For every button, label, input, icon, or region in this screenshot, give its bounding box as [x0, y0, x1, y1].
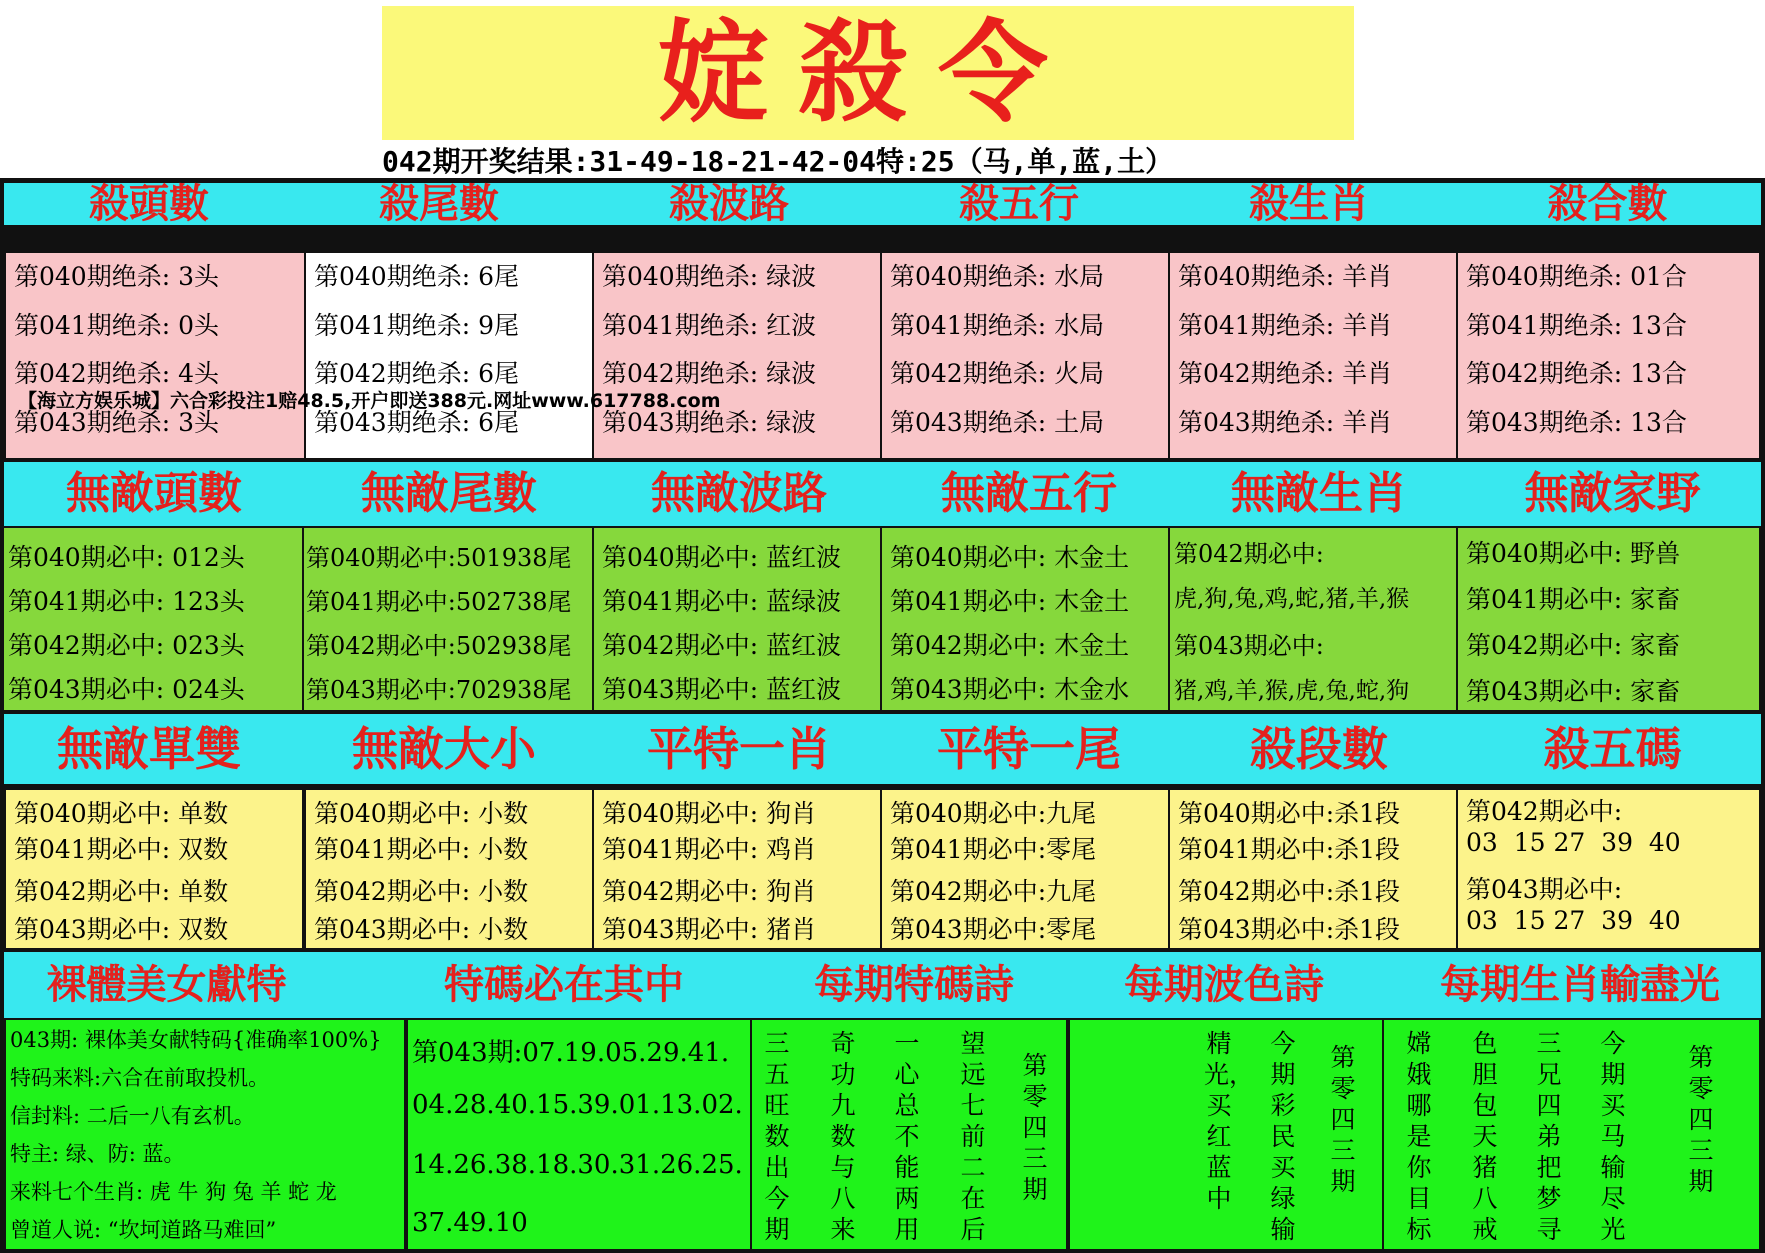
header-kill-segment: 殺段數	[1250, 722, 1388, 776]
title-banner	[382, 6, 1354, 140]
cell-wave-poem	[1070, 1020, 1382, 1249]
cell-line: 第043期必中:702938尾	[306, 676, 572, 704]
cell-line: 03 15 27 39 40	[1466, 828, 1681, 857]
cell-line: 第043期必中: 024头	[8, 675, 245, 704]
cell-line: 第040期绝杀: 水局	[890, 262, 1105, 291]
cell-line: 第041期绝杀: 9尾	[314, 311, 519, 340]
cell-line: 第040期必中: 小数	[314, 799, 529, 828]
cell-special-numbers	[408, 1020, 750, 1249]
header-kill-sum: 殺合數	[1547, 181, 1668, 227]
cell-line: 第043期绝杀: 土局	[890, 408, 1105, 437]
cell-line: 第043期必中: 蓝红波	[602, 675, 842, 704]
cell-line: 第041期必中: 鸡肖	[602, 835, 817, 864]
header-odd-even: 無敵單雙	[57, 722, 241, 776]
number-line: 14.26.38.18.30.31.26.25.	[412, 1150, 743, 1180]
banner-title: 婝殺令	[658, 8, 1078, 137]
cell-line: 第042期绝杀: 6尾	[314, 359, 519, 388]
cell-kill-five	[1458, 790, 1759, 948]
cell-line: 第041期必中:零尾	[890, 835, 1097, 864]
cell-kill-tail	[306, 253, 592, 458]
header-kill-wave: 殺波路	[669, 181, 789, 227]
header-sure-head: 無敵頭數	[66, 468, 242, 519]
header-wave-poem: 每期波色詩	[1124, 962, 1324, 1008]
cell-odd-even	[6, 790, 302, 948]
header-kill-zodiac: 殺生肖	[1249, 181, 1369, 227]
cell-line: 第040期绝杀: 6尾	[314, 262, 519, 291]
header-sure-wave: 無敵波路	[651, 468, 827, 519]
cell-line: 第042期必中:	[1174, 540, 1324, 568]
cell-line: 第040期绝杀: 3头	[14, 262, 219, 291]
header-special-in: 特碼必在其中	[444, 962, 684, 1008]
cell-sure-domestic	[1458, 528, 1759, 710]
cell-line: 第041期必中: 木金土	[890, 587, 1130, 616]
cell-line: 第040期必中:九尾	[890, 799, 1097, 828]
header-special-poem: 每期特碼詩	[814, 962, 1014, 1008]
cell-line: 第042期绝杀: 4头	[14, 359, 219, 388]
cell-line: 03 15 27 39 40	[1466, 906, 1681, 935]
row3-header	[4, 714, 1761, 784]
cell-line: 第041期绝杀: 0头	[14, 311, 219, 340]
cell-kill-segment	[1170, 790, 1456, 948]
cell-kill-zodiac	[1170, 253, 1456, 458]
beauty-line: 信封料: 二后一八有玄机。	[10, 1104, 255, 1128]
beauty-line: 043期: 裸体美女献特码{准确率100%}	[10, 1028, 382, 1052]
cell-sure-tail	[304, 528, 592, 710]
cell-line: 第041期必中:杀1段	[1178, 835, 1401, 864]
poem-column: 精光，买红蓝中	[1204, 1029, 1255, 1213]
cell-line: 第042期必中: 023头	[8, 631, 245, 660]
cell-special-poem	[752, 1020, 1066, 1249]
cell-beauty	[6, 1020, 404, 1249]
cell-line: 第043期必中: 双数	[14, 915, 229, 944]
cell-line: 第040期绝杀: 绿波	[602, 262, 817, 291]
cell-line: 第040期绝杀: 01合	[1466, 262, 1687, 291]
cell-kill-head	[6, 253, 304, 458]
cell-line: 第042期绝杀: 火局	[890, 359, 1105, 388]
cell-sure-element	[882, 528, 1168, 710]
beauty-line: 来料七个生肖: 虎 牛 狗 兔 羊 蛇 龙	[10, 1180, 337, 1204]
cell-zodiac-poem	[1384, 1020, 1759, 1249]
header-kill-tail: 殺尾數	[379, 181, 499, 227]
cell-line: 第043期绝杀: 13合	[1466, 408, 1687, 437]
cell-kill-wave	[594, 253, 880, 458]
cell-line: 第040期必中: 012头	[8, 543, 245, 572]
cell-line: 第043期绝杀: 6尾	[314, 408, 519, 437]
cell-line: 第043期必中: 小数	[314, 915, 529, 944]
row4-header	[4, 952, 1761, 1018]
cell-kill-sum	[1458, 253, 1759, 458]
cell-line: 第043期绝杀: 绿波	[602, 408, 817, 437]
header-kill-element: 殺五行	[959, 181, 1079, 227]
cell-line: 第041期绝杀: 红波	[602, 311, 817, 340]
beauty-line: 曾道人说: “坎坷道路马难回”	[10, 1218, 277, 1242]
cell-line: 第041期绝杀: 羊肖	[1178, 311, 1393, 340]
cell-line: 第042期必中:九尾	[890, 877, 1097, 906]
poem-column: 今期彩民买绿输	[1270, 1029, 1296, 1244]
cell-big-small	[306, 790, 592, 948]
header-sure-element: 無敵五行	[941, 468, 1117, 519]
header-kill-five: 殺五碼	[1543, 722, 1682, 776]
cell-line: 第042期绝杀: 羊肖	[1178, 359, 1393, 388]
cell-line: 第043期绝杀: 羊肖	[1178, 408, 1393, 437]
cell-line: 第040期必中: 蓝红波	[602, 543, 842, 572]
cell-line: 第040期绝杀: 羊肖	[1178, 262, 1393, 291]
poem-column: 第零四三期	[1022, 1051, 1048, 1204]
cell-line: 第041期必中: 家畜	[1466, 585, 1681, 614]
cell-line: 第043期必中: 家畜	[1466, 677, 1681, 706]
cell-sure-zodiac	[1170, 528, 1456, 710]
header-kill-head: 殺頭數	[89, 181, 209, 227]
number-line: 37.49.10	[412, 1208, 528, 1238]
cell-kill-element	[882, 253, 1168, 458]
cell-line: 第040期必中: 野兽	[1466, 539, 1681, 568]
draw-result: 042期开奖结果:31-49-18-21-42-04特:25（马,单,蓝,土）	[382, 145, 1174, 178]
cell-line: 第040期必中: 狗肖	[602, 799, 817, 828]
cell-line: 第042期必中: 单数	[14, 877, 229, 906]
poem-column: 嫦娥哪是你目标	[1406, 1029, 1432, 1244]
cell-line: 第043期必中:	[1466, 875, 1623, 904]
beauty-line: 特码来料:六合在前取投机。	[10, 1066, 270, 1090]
poem-column: 今期买马输尽光	[1600, 1029, 1626, 1244]
cell-line: 第043期绝杀: 3头	[14, 408, 219, 437]
cell-sure-head	[4, 528, 302, 710]
cell-line: 第043期必中: 木金水	[890, 675, 1130, 704]
cell-line: 第042期必中: 蓝红波	[602, 631, 842, 660]
poem-column: 三五旺数出今期	[764, 1029, 790, 1244]
header-big-small: 無敵大小	[352, 722, 536, 776]
poem-column: 奇功九数与八来	[830, 1029, 856, 1244]
poem-column: 望远七前二在后	[960, 1029, 986, 1244]
cell-sure-wave	[594, 528, 880, 710]
ad-banner: 【海立方娱乐城】六合彩投注1赔48.5,开户即送388元.网址www.617788.com	[18, 390, 721, 412]
poem-column: 色胆包天猪八戒	[1472, 1029, 1498, 1244]
cell-line: 第042期必中: 狗肖	[602, 877, 817, 906]
cell-line: 第041期必中:502738尾	[306, 588, 572, 616]
cell-line: 第043期必中:杀1段	[1178, 915, 1401, 944]
cell-line: 第040期必中:杀1段	[1178, 799, 1401, 828]
cell-line: 第043期必中: 猪肖	[602, 915, 817, 944]
header-flat-zodiac: 平特一肖	[647, 722, 831, 776]
cell-line: 第042期必中: 木金土	[890, 631, 1130, 660]
cell-line: 第042期必中:502938尾	[306, 632, 572, 660]
header-zodiac-poem: 每期生肖輸盡光	[1440, 962, 1720, 1008]
poem-column: 第零四三期	[1688, 1043, 1714, 1196]
cell-line: 第042期必中: 家畜	[1466, 631, 1681, 660]
cell-line: 虎,狗,兔,鸡,蛇,猪,羊,猴	[1174, 586, 1410, 612]
poem-column: 三兄四弟把梦寻	[1536, 1029, 1562, 1244]
header-sure-domestic: 無敵家野	[1524, 468, 1701, 519]
cell-line: 第041期绝杀: 水局	[890, 311, 1105, 340]
header-sure-tail: 無敵尾數	[361, 468, 537, 519]
cell-line: 第040期必中:501938尾	[306, 544, 572, 572]
number-line: 04.28.40.15.39.01.13.02.	[412, 1090, 743, 1120]
row2-header	[4, 462, 1761, 526]
cell-line: 第041期必中: 双数	[14, 835, 229, 864]
cell-line: 第041期必中: 小数	[314, 835, 529, 864]
cell-line: 猪,鸡,羊,猴,虎,兔,蛇,狗	[1174, 678, 1410, 704]
header-beauty: 裸體美女獻特	[46, 962, 287, 1008]
cell-line: 第043期必中:	[1174, 632, 1324, 660]
cell-line: 第042期必中:	[1466, 797, 1623, 826]
cell-flat-zodiac	[594, 790, 880, 948]
poem-column: 一心总不能两用	[894, 1029, 920, 1244]
cell-line: 第041期必中: 蓝绿波	[602, 587, 842, 616]
poem-column: 第零四三期	[1330, 1043, 1356, 1196]
cell-line: 第043期必中:零尾	[890, 915, 1097, 944]
cell-line: 第042期绝杀: 13合	[1466, 359, 1687, 388]
cell-line: 第041期必中: 123头	[8, 587, 245, 616]
number-line: 第043期:07.19.05.29.41.	[412, 1038, 730, 1068]
header-flat-tail: 平特一尾	[937, 722, 1121, 776]
cell-line: 第040期必中: 木金土	[890, 543, 1130, 572]
row1-header	[4, 183, 1761, 225]
cell-line: 第041期绝杀: 13合	[1466, 311, 1687, 340]
cell-line: 第042期绝杀: 绿波	[602, 359, 817, 388]
cell-line: 第042期必中:杀1段	[1178, 877, 1401, 906]
cell-flat-tail	[882, 790, 1168, 948]
header-sure-zodiac: 無敵生肖	[1231, 468, 1407, 519]
cell-line: 第040期必中: 单数	[14, 799, 229, 828]
cell-line: 第042期必中: 小数	[314, 877, 529, 906]
beauty-line: 特主: 绿、防: 蓝。	[10, 1142, 185, 1166]
